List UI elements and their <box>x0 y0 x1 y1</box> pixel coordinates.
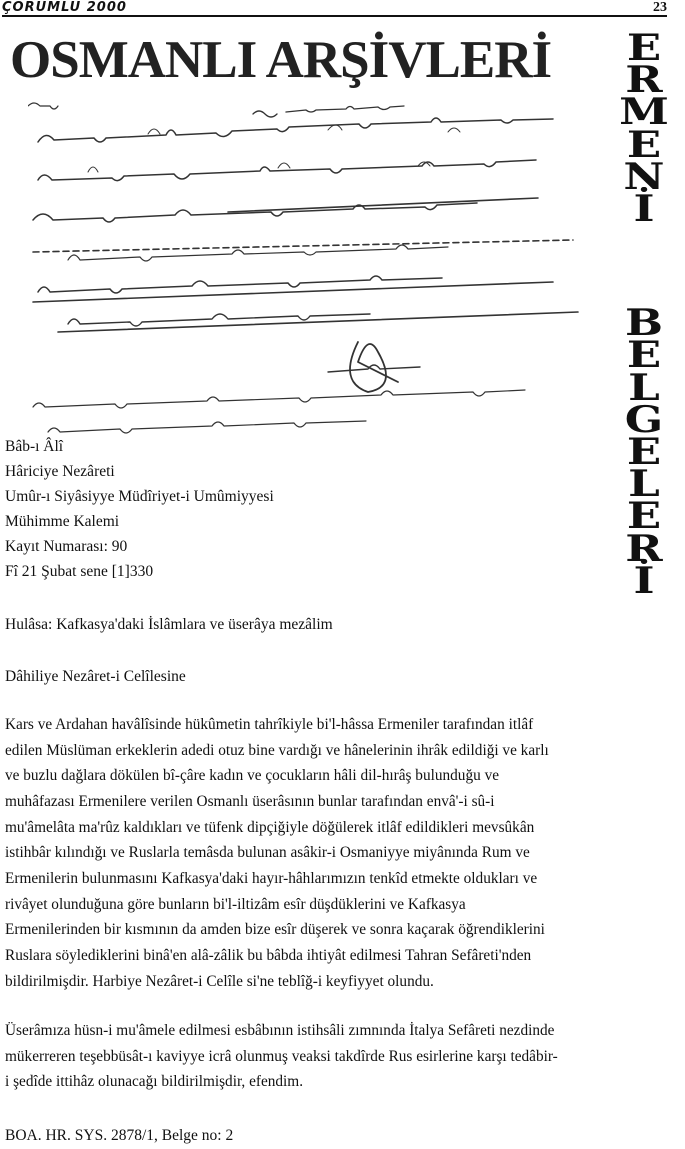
meta-line: Mühimme Kalemi <box>5 513 120 530</box>
vertical-letter: N <box>623 155 665 198</box>
meta-line: Umûr-ı Siyâsiyye Müdîriyet-i Umûmiyyesi <box>5 488 274 505</box>
body-line: Kars ve Ardahan havâlîsinde hükûmetin tahrîkiyle bi'l-hâssa Ermeniler tarafından itlâf <box>5 716 534 733</box>
meta-line: Bâb-ı Âlî <box>5 438 64 455</box>
body-line: istihbâr kılındığı ve Ruslarla temâsda bulunan asâkir-i Osmaniyye miyânında Rum ve <box>5 844 530 862</box>
meta-line: Hâriciye Nezâreti <box>5 463 115 480</box>
body-line: Üserâmıza hüsn-i mu'âmele edilmesi esbâbının istihsâli zımnında İtalya Sefâreti nezdinde <box>5 1022 555 1039</box>
vertical-letter: B <box>624 302 664 345</box>
manuscript-image <box>28 102 598 447</box>
body-line: i şedîde ittihâz olunacağı bildirilmişdir, efendim. <box>5 1073 304 1091</box>
body-line: Ermenilerinden bir kısmının da amden bize esîr düşerek ve sonra kaçarak öğrendiklerini <box>5 921 545 939</box>
body-paragraph-1 <box>5 712 671 994</box>
vertical-letter: E <box>626 123 662 166</box>
document-meta <box>5 434 274 584</box>
vertical-letter: R <box>625 527 663 570</box>
summary-line: Hulâsa: Kafkasya'daki İslâmlara ve üserâya mezâlim <box>5 616 333 633</box>
vertical-title <box>600 27 685 602</box>
vertical-letter: E <box>626 334 662 377</box>
vertical-letter: G <box>624 398 664 441</box>
header-publication: ÇORUMLU 2000 <box>2 0 127 15</box>
vertical-letter: E <box>626 431 662 474</box>
page-title: OSMANLI ARŞİVLERİ <box>10 31 552 89</box>
body-line: Ermenilerin bulunmasını Kafkasya'daki hayır-hâhlarımızın tenkîd etmekte oldukları ve <box>5 869 538 887</box>
page-number: 23 <box>653 0 667 15</box>
body-line: mükerreren teşebbüsât-ı kaviyye icrâ olunmuş veaksi takdîrde Rus esirlerine karşı tedâbir- <box>5 1047 558 1065</box>
body-line: edilen Müslüman erkeklerin adedi otuz bine vardığı ve hânelerinin ihrâk edildiği ve karlı <box>5 741 549 759</box>
body-line: Ruslara söylediklerini binâ'en alâ-zâlik bu bâbda ihtiyât edilmesi Tahran Sefâreti'nden <box>5 946 532 964</box>
meta-line: Fî 21 Şubat sene [1]330 <box>5 563 154 580</box>
vertical-letter: E <box>626 27 662 69</box>
body-line: bildirilmişdir. Harbiye Nezâret-i Celîle si'ne teblîğ-i keyfiyyet olundu. <box>5 972 434 990</box>
vertical-letter: M <box>619 91 669 134</box>
vertical-letter: İ <box>633 188 655 231</box>
body-line: mu'âmelâta ma'rûz kaldıkları ve tüfenk dipçiğiyle döğülerek itlâf edildikleri mevsûkân <box>5 818 535 836</box>
body-line: rivâyet olunduğuna göre bunların bi'l-iltizâm esîr düşdüklerini ve Kafkasya <box>5 895 466 913</box>
meta-line: Kayıt Numarası: 90 <box>5 538 128 555</box>
vertical-letter: L <box>628 463 660 506</box>
vertical-letter: E <box>626 495 662 538</box>
citation: BOA. HR. SYS. 2878/1, Belge no: 2 <box>5 1127 234 1144</box>
vertical-letter: L <box>628 366 660 409</box>
body-paragraph-2 <box>5 1018 671 1095</box>
header-rule <box>2 15 667 17</box>
body-line: muhâfazası Ermenilere verilen Osmanlı üserâsının bunlar tarafından envâ'-i sû-i <box>5 792 495 810</box>
vertical-letter: İ <box>633 559 655 602</box>
vertical-letter: R <box>625 59 663 102</box>
addressee-line: Dâhiliye Nezâret-i Celîlesine <box>5 668 186 685</box>
vertical-gap <box>589 225 685 307</box>
body-line: ve buzlu dağlara dökülen bî-çâre kadın ve çocukların hâli dil-hırâş bulunduğu ve <box>5 767 500 785</box>
